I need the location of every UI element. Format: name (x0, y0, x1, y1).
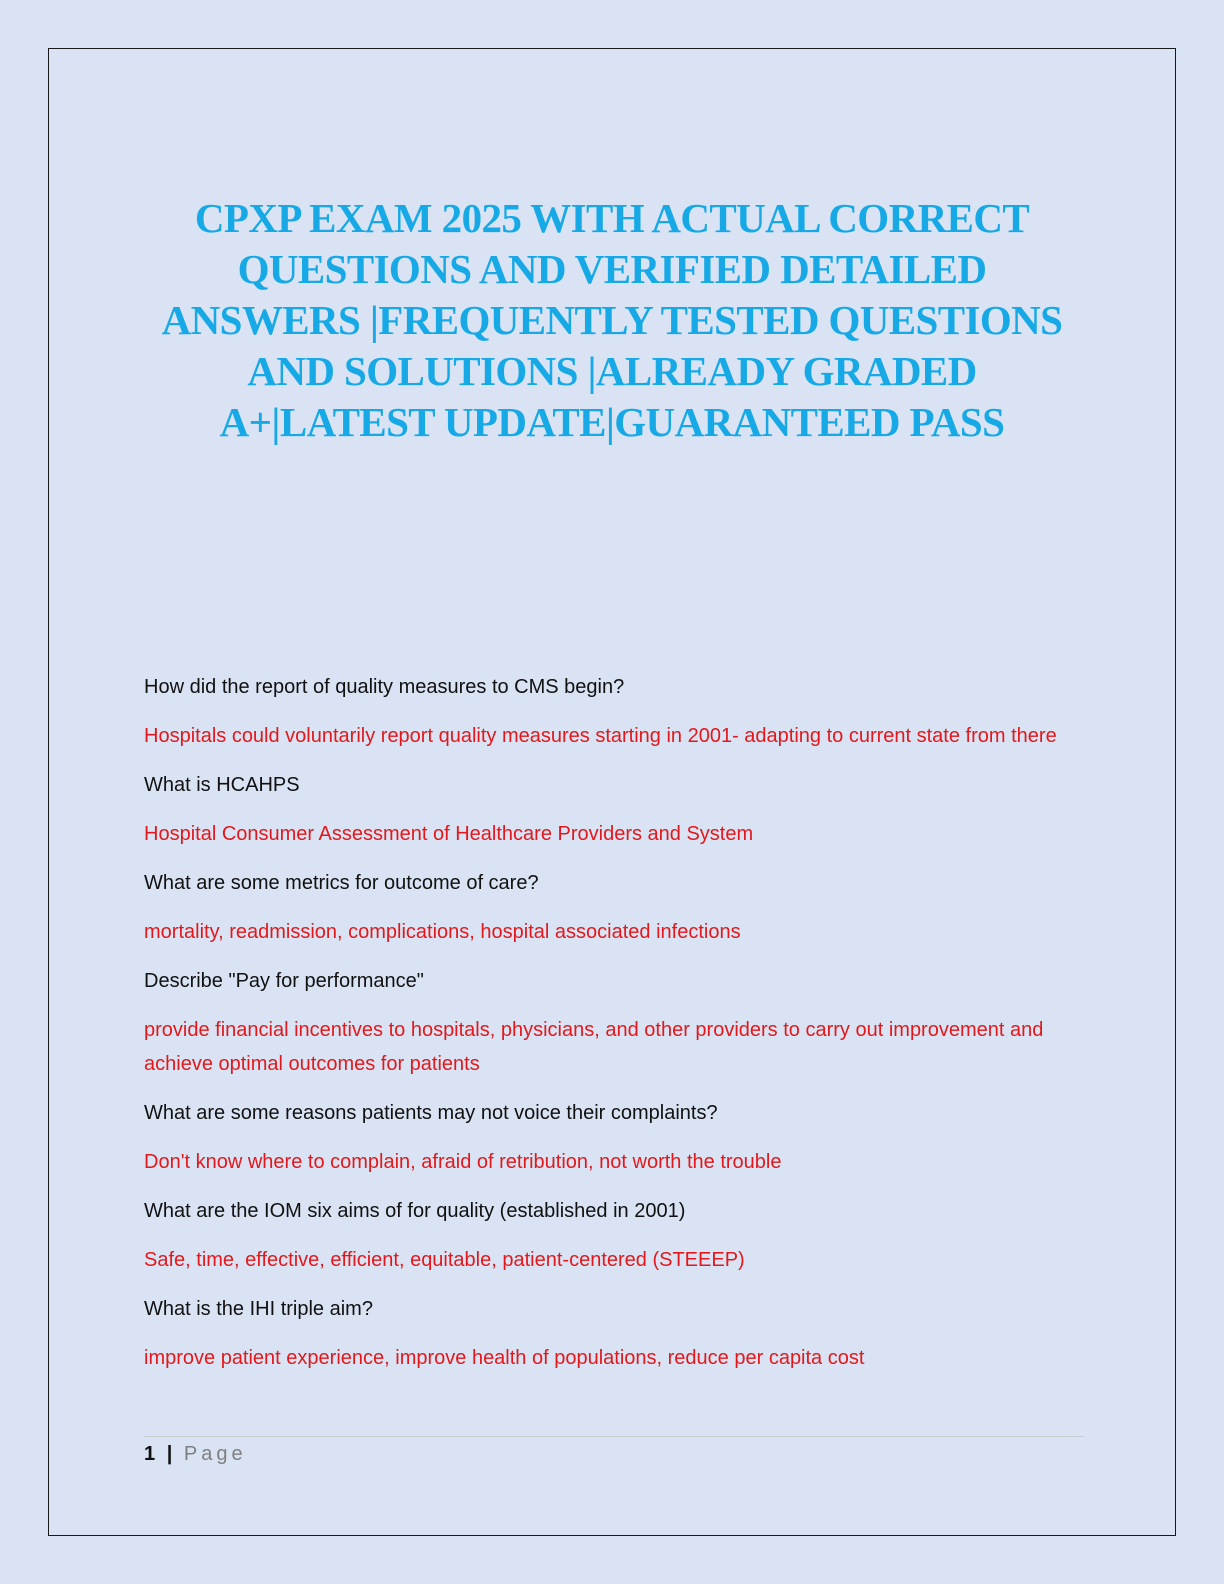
question-text: What is HCAHPS (144, 774, 300, 796)
question-text: What is the IHI triple aim? (144, 1298, 373, 1320)
qa-item (144, 670, 1084, 753)
footer-divider (144, 1436, 1084, 1437)
answer-text: improve patient experience, improve health of populations, reduce per capita cost (144, 1347, 865, 1369)
answer-text: Hospital Consumer Assessment of Healthcare Providers and System (144, 823, 754, 845)
page-footer (144, 1440, 247, 1468)
answer-text: Safe, time, effective, efficient, equitable, patient-centered (STEEEP) (144, 1249, 745, 1271)
qa-item (144, 1194, 1084, 1277)
document-title: CPXP EXAM 2025 WITH ACTUAL CORRECT QUESTIONS AND VERIFIED DETAILED ANSWERS |FREQUENTLY TESTED QUESTIONS AND SOLUTIONS |ALREADY GRADED A+|LATEST UPDATE|GUARANTEED PASS (161, 195, 1063, 445)
answer-text: provide financial incentives to hospitals, physicians, and other providers to carry out improvement and achieve optimal outcomes for patients (144, 1019, 1044, 1075)
answer-text: Hospitals could voluntarily report quality measures starting in 2001- adapting to current state from there (144, 725, 1057, 747)
page-number: 1 (144, 1443, 156, 1465)
answer-text: Don't know where to complain, afraid of retribution, not worth the trouble (144, 1151, 782, 1173)
question-text: Describe "Pay for performance" (144, 970, 424, 992)
question-text: What are some metrics for outcome of care? (144, 872, 539, 894)
page-label: Page (183, 1443, 247, 1465)
qa-list (144, 670, 1084, 1390)
question-text: What are the IOM six aims of for quality (established in 2001) (144, 1200, 686, 1222)
footer-separator: | (166, 1443, 173, 1465)
qa-item (144, 964, 1084, 1081)
qa-item (144, 1096, 1084, 1179)
question-text: What are some reasons patients may not voice their complaints? (144, 1102, 718, 1124)
question-text: How did the report of quality measures to CMS begin? (144, 676, 625, 698)
qa-item (144, 1292, 1084, 1375)
qa-item (144, 866, 1084, 949)
qa-item (144, 768, 1084, 851)
answer-text: mortality, readmission, complications, hospital associated infections (144, 921, 741, 943)
